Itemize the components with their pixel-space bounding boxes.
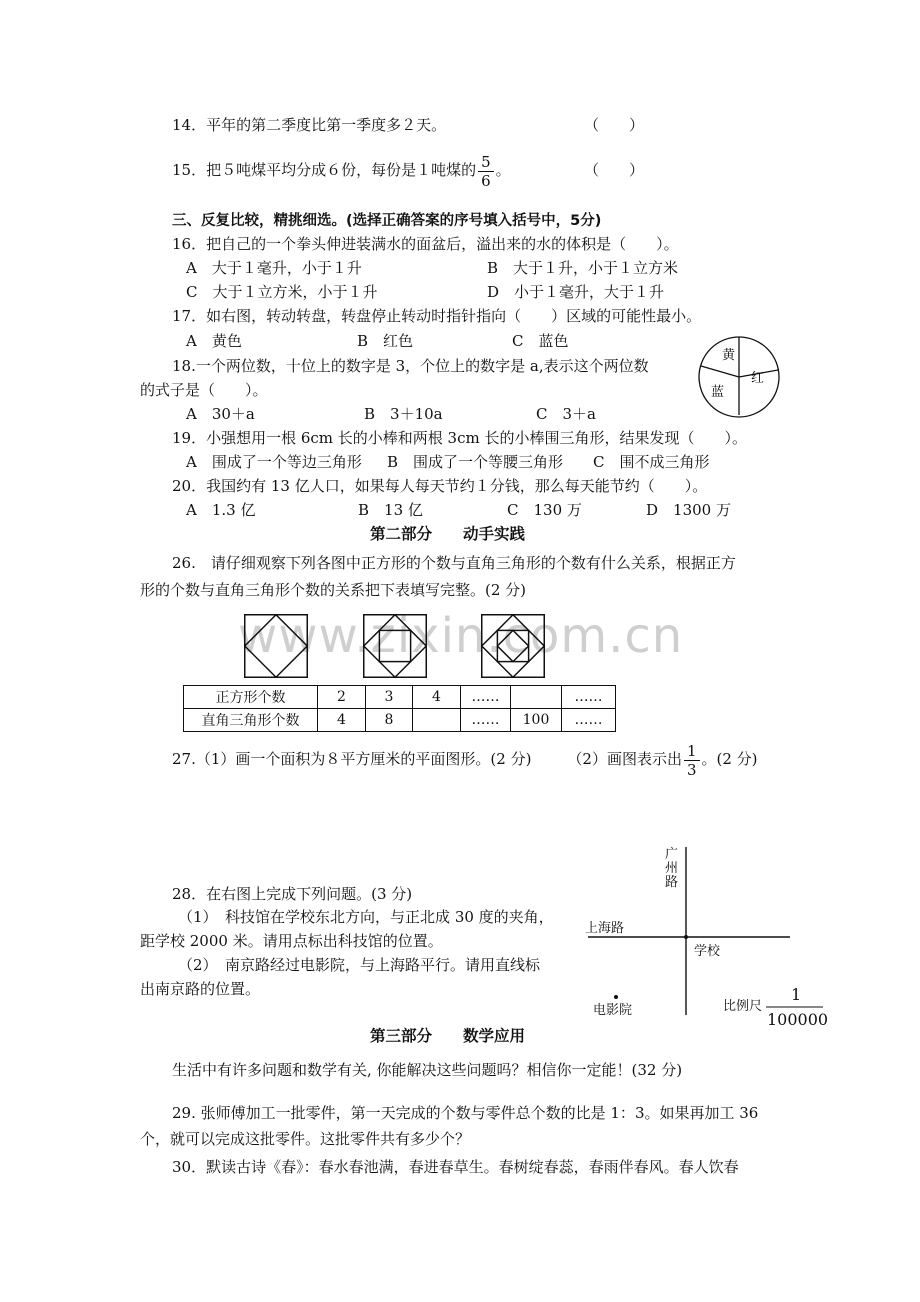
q16-option-c[interactable]: C 大于１立方米，小于１升: [186, 283, 378, 301]
q17-text: 17．如右图，转动转盘，转盘停止转动时指针指向（ ）区域的可能性最小。: [172, 307, 702, 325]
school-point: [684, 935, 688, 939]
spinner-divider-3: [701, 366, 739, 377]
q27-fraction: [684, 742, 700, 779]
q17-option-b[interactable]: B 红色: [357, 332, 414, 350]
q19-text: 19．小强想用一根 6cm 长的小棒和两根 3cm 长的小棒围三角形，结果发现（ ）。: [172, 429, 747, 447]
scale-numerator: 1: [791, 985, 802, 1004]
q26-line1: 26. 请仔细观察下列各图中正方形的个数与直角三角形的个数有什么关系，根据正方: [172, 554, 736, 572]
q15-frac-den: 6: [481, 171, 491, 190]
guangzhou-road-label: [665, 848, 678, 890]
cinema-point: [614, 995, 618, 999]
table-cell[interactable]: 2: [318, 686, 366, 709]
q14-text: 14．平年的第二季度比第一季度多２天。: [172, 116, 447, 134]
table-cell[interactable]: ……: [562, 709, 616, 732]
q15-answer-paren[interactable]: （ ）: [584, 161, 645, 179]
table-cell[interactable]: ……: [461, 686, 511, 709]
table-cell[interactable]: 100: [511, 709, 562, 732]
q15-line: [172, 152, 511, 190]
q18-option-a[interactable]: A 30＋a: [186, 405, 255, 423]
q19-option-c[interactable]: C 围不成三角形: [593, 453, 710, 471]
squares-triangles-table: [183, 685, 616, 732]
q27-line: [172, 741, 758, 779]
table-row: [184, 686, 616, 709]
q27-part2: （2）画图表示出: [567, 750, 682, 768]
q28-text: 28．在右图上完成下列问题。(3 分): [172, 885, 413, 903]
q20-option-c[interactable]: C 130 万: [507, 501, 582, 519]
spinner-label-blue: 蓝: [711, 385, 725, 400]
scale-denominator: 100000: [767, 1010, 829, 1029]
section3-title: 三、反复比较，精挑细选。(选择正确答案的序号填入括号中，5分): [172, 213, 602, 229]
q19-option-a[interactable]: A 围成了一个等边三角形: [186, 453, 362, 471]
table-cell[interactable]: 4: [318, 709, 366, 732]
q27-frac-den: 3: [686, 760, 697, 779]
q18-line2: 的式子是（ ）。: [140, 381, 268, 399]
q27-frac-num: 1: [684, 742, 700, 761]
q14-answer-paren[interactable]: （ ）: [584, 116, 645, 134]
scale-label: 比例尺: [723, 999, 763, 1014]
part2-title: 第二部分 动手实践: [370, 525, 526, 543]
table-cell[interactable]: 8: [366, 709, 413, 732]
table-cell[interactable]: ……: [562, 686, 616, 709]
q18-line1: 18.一个两位数，十位上的数字是 3，个位上的数字是 a,表示这个两位数: [172, 357, 649, 375]
school-label: 学校: [694, 944, 721, 959]
q18-option-c[interactable]: C 3＋a: [536, 405, 596, 423]
q29-line2: 个，就可以完成这批零件。这批零件共有多少个？: [140, 1130, 471, 1148]
q16-option-d[interactable]: D 小于１毫升，大于１升: [487, 283, 665, 301]
q28-sub2-line1: （2） 南京路经过电影院，与上海路平行。请用直线标: [178, 956, 541, 974]
q16-text: 16．把自己的一个拳头伸进装满水的面盆后，溢出来的水的体积是（ ）。: [172, 235, 679, 253]
q15-fraction: [478, 153, 494, 190]
q17-option-c[interactable]: C 蓝色: [512, 332, 569, 350]
q20-option-b[interactable]: B 13 亿: [358, 501, 423, 519]
square-figure-2: [363, 614, 427, 678]
q16-option-b[interactable]: B 大于１升，小于１立方米: [487, 259, 679, 277]
table-cell[interactable]: [511, 686, 562, 709]
q20-option-d[interactable]: D 1300 万: [646, 501, 731, 519]
table-cell[interactable]: 3: [366, 686, 413, 709]
guangzhou-char-1: 广: [665, 847, 679, 862]
table-cell[interactable]: ……: [461, 709, 511, 732]
spinner-diagram: [695, 335, 785, 420]
q28-sub2-line2: 出南京路的位置。: [140, 980, 261, 998]
q17-option-a[interactable]: A 黄色: [186, 332, 242, 350]
q16-option-a[interactable]: A 大于１毫升，小于１升: [186, 259, 362, 277]
square-figure-1: [244, 614, 308, 678]
q19-option-b[interactable]: B 围成了一个等腰三角形: [387, 453, 564, 471]
table-row-label: 正方形个数: [184, 686, 318, 709]
watermark-text: www.zixin.com.cn: [238, 608, 684, 664]
table-row: [184, 709, 616, 732]
q20-text: 20．我国约有 13 亿人口，如果每人每天节约１分钱，那么每天能节约（ ）。: [172, 477, 708, 495]
part3-title: 第三部分 数学应用: [370, 1027, 526, 1045]
q30-line1: 30．默读古诗《春》：春水春池满，春进春草生。春树绽春蕊，春雨伴春风。春人饮春: [172, 1158, 739, 1176]
q27-part1: 27.（1）画一个面积为８平方厘米的平面图形。(2 分): [172, 750, 532, 768]
guangzhou-char-3: 路: [665, 875, 679, 890]
spinner-label-yellow: 黄: [722, 348, 736, 363]
cinema-label: 电影院: [593, 1003, 633, 1018]
table-cell[interactable]: 4: [413, 686, 461, 709]
q28-sub1-line1: （1） 科技馆在学校东北方向，与正北成 30 度的夹角，: [178, 908, 554, 926]
q27-part2-after: 。(2 分): [701, 750, 758, 768]
q15-text-after: 。: [495, 161, 511, 179]
q28-sub1-line2: 距学校 2000 米。请用点标出科技馆的位置。: [140, 932, 443, 950]
guangzhou-char-2: 州: [665, 861, 679, 876]
q15-text: 15．把５吨煤平均分成６份，每份是１吨煤的: [172, 161, 477, 179]
q29-line1: 29. 张师傅加工一批零件，第一天完成的个数与零件总个数的比是 1：3。如果再加工 36: [172, 1104, 759, 1122]
q20-option-a[interactable]: A 1.3 亿: [186, 501, 256, 519]
spinner-label-red: 红: [751, 371, 765, 386]
q26-line2: 形的个数与直角三角形个数的关系把下表填写完整。(2 分): [140, 581, 527, 599]
square-figure-3: [481, 614, 545, 678]
shanghai-road-label: 上海路: [585, 921, 625, 936]
table-row-label: 直角三角形个数: [184, 709, 318, 732]
table-cell[interactable]: [413, 709, 461, 732]
q18-option-b[interactable]: B 3＋10a: [364, 405, 443, 423]
q15-frac-num: 5: [478, 153, 494, 172]
part3-intro: 生活中有许多问题和数学有关, 你能解决这些问题吗？相信你一定能！(32 分): [172, 1061, 683, 1079]
